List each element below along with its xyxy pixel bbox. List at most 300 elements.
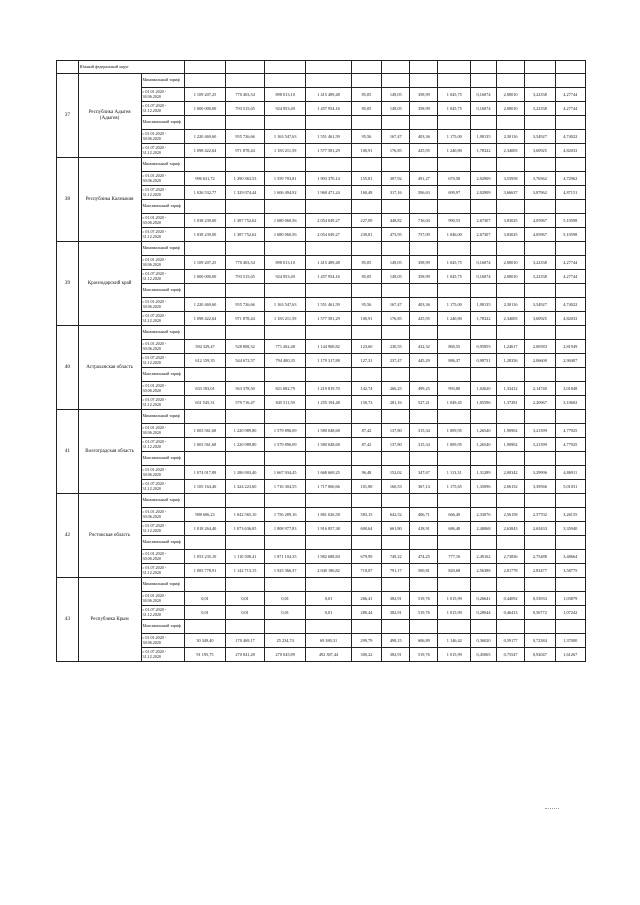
tariff-value-cell: 3,54927 <box>525 130 555 144</box>
empty-cell <box>555 620 585 634</box>
tariff-value-cell: 1 861 026,58 <box>306 508 352 522</box>
tariff-value-cell: 1 220 469,60 <box>184 130 225 144</box>
empty-cell <box>306 74 352 88</box>
tariff-value-cell: 149,05 <box>382 102 410 116</box>
tariff-value-cell: 1 606 494,92 <box>265 186 306 200</box>
tariff-value-cell: 519,76 <box>410 648 438 662</box>
tariff-value-cell: 971 878,44 <box>226 312 265 326</box>
tariff-value-cell: 382,91 <box>382 606 410 620</box>
period-label: с 01.07.2020 - 31.12.2020 <box>141 522 184 536</box>
tariff-value-cell: 0,16074 <box>471 256 497 270</box>
period-label: с 01.01.2020 - 30.06.2020 <box>141 466 184 480</box>
tariff-value-cell: 445,29 <box>410 354 438 368</box>
tariff-value-cell: 1 000 000,00 <box>184 102 225 116</box>
min-tariff-label: Минимальный тариф <box>141 242 184 256</box>
empty-cell <box>525 410 555 424</box>
tariff-value-cell: 123,60 <box>351 340 381 354</box>
tariff-value-cell: 1 324 223,60 <box>226 480 265 494</box>
tariff-value-cell: 315,34 <box>410 438 438 452</box>
region-number: 40 <box>57 326 79 410</box>
tariff-value-cell: 1 163 547,63 <box>265 298 306 312</box>
tariff-value-cell: 69 380,31 <box>306 634 352 648</box>
tariff-value-cell: 30 349,40 <box>184 634 225 648</box>
empty-cell <box>382 326 410 340</box>
empty-cell <box>410 368 438 382</box>
empty-cell <box>306 578 352 592</box>
tariff-value-cell: 2,67307 <box>471 228 497 242</box>
tariff-value-cell: 0,75547 <box>497 648 525 662</box>
tariff-value-cell: 860,55 <box>438 340 471 354</box>
empty-cell <box>184 326 225 340</box>
empty-cell <box>184 410 225 424</box>
tariff-value-cell: 1 045,75 <box>438 88 471 102</box>
tariff-value-cell: 1 925 366,37 <box>265 564 306 578</box>
empty-cell <box>410 410 438 424</box>
empty-cell <box>497 74 525 88</box>
empty-cell <box>410 578 438 592</box>
max-tariff-label: Максимальный тариф <box>141 620 184 634</box>
empty-cell <box>382 578 410 592</box>
empty-cell <box>382 452 410 466</box>
empty-cell <box>351 74 381 88</box>
tariff-value-cell: 1 551 461,59 <box>306 130 352 144</box>
empty-cell <box>184 620 225 634</box>
tariff-table-body <box>57 61 586 662</box>
tariff-value-cell: 583,15 <box>351 508 381 522</box>
tariff-value-cell: 4,77925 <box>555 424 585 438</box>
empty-cell <box>525 242 555 256</box>
empty-cell <box>306 452 352 466</box>
empty-cell <box>438 158 471 172</box>
max-tariff-label: Максимальный тариф <box>141 116 184 130</box>
period-label: с 01.07.2020 - 31.12.2020 <box>141 606 184 620</box>
empty-cell <box>555 74 585 88</box>
empty-cell <box>410 326 438 340</box>
empty-cell <box>525 116 555 130</box>
tariff-value-cell: 160,53 <box>382 480 410 494</box>
period-label: с 01.07.2020 - 31.12.2020 <box>141 480 184 494</box>
period-label: с 01.01.2020 - 30.06.2020 <box>141 550 184 564</box>
tariff-value-cell: 1,78322 <box>471 144 497 158</box>
tariff-value-cell: 757,09 <box>410 228 438 242</box>
tariff-value-cell: 793 515,65 <box>226 102 265 116</box>
tariff-value-cell: 1 175,65 <box>438 480 471 494</box>
empty-cell <box>555 578 585 592</box>
tariff-value-cell: 2 054 049,27 <box>306 214 352 228</box>
tariff-value-cell: 4,87151 <box>555 186 585 200</box>
tariff-value-cell: 347,67 <box>410 466 438 480</box>
empty-cell <box>265 578 306 592</box>
region-number: 38 <box>57 158 79 242</box>
tariff-value-cell: 176,85 <box>382 144 410 158</box>
empty-cell <box>471 158 497 172</box>
tariff-value-cell: 142,74 <box>351 382 381 396</box>
empty-cell <box>497 620 525 634</box>
max-tariff-label: Максимальный тариф <box>141 368 184 382</box>
tariff-value-cell: 1 717 060,66 <box>306 480 352 494</box>
empty-cell <box>471 578 497 592</box>
tariff-value-cell: 95,56 <box>351 298 381 312</box>
tariff-value-cell: 1 960 471,24 <box>306 186 352 200</box>
empty-cell <box>497 536 525 550</box>
empty-cell <box>226 452 265 466</box>
empty-cell <box>351 200 381 214</box>
tariff-value-cell: 0,46413 <box>497 606 525 620</box>
tariff-value-cell: 95,56 <box>351 130 381 144</box>
region-number: 42 <box>57 494 79 578</box>
empty-cell <box>555 284 585 298</box>
tariff-value-cell: 1 286 903,40 <box>226 466 265 480</box>
tariff-value-cell: 2,90407 <box>555 354 585 368</box>
min-tariff-label: Минимальный тариф <box>141 494 184 508</box>
tariff-value-cell: 821 682,79 <box>265 382 306 396</box>
empty-cell <box>471 494 497 508</box>
tariff-value-cell: 299,79 <box>351 634 381 648</box>
empty-cell <box>226 200 265 214</box>
empty-cell <box>226 620 265 634</box>
tariff-value-cell: 1 716 304,55 <box>265 480 306 494</box>
tariff-value-cell: 2,06152 <box>497 480 525 494</box>
empty-cell <box>471 200 497 214</box>
region-number: 39 <box>57 242 79 326</box>
tariff-value-cell: 0,16074 <box>471 88 497 102</box>
tariff-value-cell: 2,56388 <box>471 564 497 578</box>
tariff-value-cell: 679,99 <box>351 550 381 564</box>
tariff-value-cell: 2 040 186,82 <box>306 564 352 578</box>
period-label: с 01.01.2020 - 30.06.2020 <box>141 634 184 648</box>
tariff-value-cell: 0,59177 <box>497 634 525 648</box>
tariff-value-cell: 1 240,80 <box>438 144 471 158</box>
tariff-value-cell: 1 580 048,68 <box>306 438 352 452</box>
period-label: с 01.07.2020 - 31.12.2020 <box>141 648 184 662</box>
tariff-value-cell: 579 716,47 <box>226 396 265 410</box>
min-tariff-label: Минимальный тариф <box>141 410 184 424</box>
empty-cell <box>306 242 352 256</box>
tariff-value-cell: 1 053 235,10 <box>184 550 225 564</box>
tariff-value-cell: 1 144 968,82 <box>306 340 352 354</box>
empty-cell <box>265 326 306 340</box>
tariff-value-cell: 794 400,35 <box>265 354 306 368</box>
region-name: Республика Калмыкия <box>78 158 141 242</box>
tariff-value-cell: 1 183 211,59 <box>265 144 306 158</box>
empty-cell <box>410 452 438 466</box>
tariff-value-cell: 382,91 <box>382 648 410 662</box>
empty-cell <box>410 74 438 88</box>
tariff-value-cell: 0,01 <box>184 592 225 606</box>
tariff-value-cell: 4,27744 <box>555 270 585 284</box>
tariff-value-cell: 3,76562 <box>525 172 555 186</box>
empty-cell <box>525 74 555 88</box>
tariff-value-cell: 651 545,31 <box>184 396 225 410</box>
empty-cell <box>382 368 410 382</box>
tariff-value-cell: 1 457 954,16 <box>306 102 352 116</box>
period-label: с 01.01.2020 - 30.06.2020 <box>141 214 184 228</box>
empty-cell <box>306 326 352 340</box>
tariff-value-cell: 170 469,17 <box>226 634 265 648</box>
tariff-value-cell: 2,40068 <box>471 522 497 536</box>
min-tariff-label: Минимальный тариф <box>141 74 184 88</box>
period-label: с 01.01.2020 - 30.06.2020 <box>141 508 184 522</box>
tariff-value-cell: 1 982 688,84 <box>306 550 352 564</box>
tariff-label-row <box>57 158 586 172</box>
tariff-value-cell: 1,31289 <box>471 466 497 480</box>
empty-cell <box>351 494 381 508</box>
tariff-value-cell: 1,33412 <box>497 382 525 396</box>
empty-cell <box>438 410 471 424</box>
empty-cell <box>410 284 438 298</box>
tariff-value-cell: 4,86911 <box>555 466 585 480</box>
empty-cell <box>184 578 225 592</box>
tariff-value-cell: 307,92 <box>382 172 410 186</box>
tariff-value-cell: 1 015,99 <box>438 592 471 606</box>
empty-cell <box>226 284 265 298</box>
region-name: Республика Адыгея (Адыгея) <box>78 74 141 158</box>
tariff-value-cell: 770 403,54 <box>226 88 265 102</box>
empty-cell <box>351 284 381 298</box>
tariff-value-cell: 924 953,49 <box>265 270 306 284</box>
tariff-value-cell: 1 098 422,64 <box>184 312 225 326</box>
tariff-value-cell: 1 220 469,60 <box>184 298 225 312</box>
empty-cell <box>382 494 410 508</box>
region-name: Краснодарский край <box>78 242 141 326</box>
tariff-value-cell: 3,39566 <box>525 480 555 494</box>
empty-cell <box>555 368 585 382</box>
tariff-value-cell: 425,95 <box>410 312 438 326</box>
tariff-value-cell: 1 018 264,40 <box>184 522 225 536</box>
tariff-value-cell: 4,74022 <box>555 130 585 144</box>
period-label: с 01.01.2020 - 30.06.2020 <box>141 172 184 186</box>
tariff-value-cell: 791,17 <box>382 564 410 578</box>
empty-cell <box>438 326 471 340</box>
tariff-value-cell: 1 003 561,68 <box>184 424 225 438</box>
tariff-value-cell: 594 329,47 <box>184 340 225 354</box>
tariff-value-cell: 0,53933 <box>525 592 555 606</box>
tariff-value-cell: 2,73836 <box>497 550 525 564</box>
tariff-value-cell: 1 240,80 <box>438 312 471 326</box>
tariff-value-cell: 1 109 207,25 <box>184 256 225 270</box>
empty-cell <box>555 200 585 214</box>
empty-cell <box>306 494 352 508</box>
period-label: с 01.07.2020 - 31.12.2020 <box>141 396 184 410</box>
tariff-value-cell: 1 903 370,14 <box>306 172 352 186</box>
empty-cell <box>382 116 410 130</box>
period-label: с 01.01.2020 - 30.06.2020 <box>141 130 184 144</box>
tariff-value-cell: 358,99 <box>410 256 438 270</box>
tariff-value-cell: 528 808,32 <box>226 340 265 354</box>
min-tariff-label: Минимальный тариф <box>141 578 184 592</box>
tariff-value-cell: 1 015,99 <box>438 606 471 620</box>
tariff-value-cell: 87,42 <box>351 424 381 438</box>
empty-cell <box>410 242 438 256</box>
tariff-value-cell: 1 163 547,63 <box>265 130 306 144</box>
tariff-value-cell: 3,60925 <box>525 144 555 158</box>
tariff-value-cell: 519,76 <box>410 606 438 620</box>
tariff-value-cell: 473,95 <box>382 228 410 242</box>
tariff-value-cell: 4,05967 <box>525 228 555 242</box>
tariff-value-cell: 1 026 532,77 <box>184 186 225 200</box>
tariff-value-cell: 0,01 <box>306 606 352 620</box>
tariff-value-cell: 155,81 <box>351 172 381 186</box>
empty-cell <box>306 200 352 214</box>
tariff-value-cell: 0,28044 <box>471 606 497 620</box>
tariff-value-cell: 167,47 <box>382 298 410 312</box>
empty-cell <box>497 410 525 424</box>
tariff-value-cell: 403,36 <box>410 130 438 144</box>
tariff-value-cell: 2,20967 <box>525 396 555 410</box>
empty-cell <box>226 578 265 592</box>
tariff-value-cell: 2,08010 <box>497 256 525 270</box>
tariff-value-cell: 1 049,45 <box>438 396 471 410</box>
tariff-value-cell: 3,55958 <box>497 172 525 186</box>
tariff-value-cell: 227,09 <box>351 214 381 228</box>
tariff-value-cell: 718,07 <box>351 564 381 578</box>
period-label: с 01.07.2020 - 31.12.2020 <box>141 564 184 578</box>
empty-cell <box>265 410 306 424</box>
tariff-value-cell: 2,30116 <box>497 130 525 144</box>
tariff-value-cell: 2,56158 <box>497 508 525 522</box>
tariff-value-cell: 606,89 <box>410 634 438 648</box>
empty-cell <box>555 494 585 508</box>
tariff-value-cell: 4,27744 <box>555 88 585 102</box>
empty-cell <box>471 284 497 298</box>
tariff-value-cell: 1 046,00 <box>438 228 471 242</box>
empty-cell <box>382 410 410 424</box>
tariff-value-cell: 491,27 <box>410 172 438 186</box>
empty-cell <box>471 452 497 466</box>
empty-cell <box>525 200 555 214</box>
tariff-value-cell: 1 113,31 <box>438 466 471 480</box>
empty-cell <box>438 494 471 508</box>
tariff-value-cell: 600,64 <box>351 522 381 536</box>
tariff-value-cell: 3,83025 <box>497 214 525 228</box>
tariff-value-cell: 2,81778 <box>497 564 525 578</box>
empty-cell <box>351 368 381 382</box>
tariff-value-cell: 898 013,10 <box>265 256 306 270</box>
empty-cell <box>184 536 225 550</box>
tariff-value-cell: 1 255 194,48 <box>306 396 352 410</box>
tariff-value-cell: 85,05 <box>351 88 381 102</box>
tariff-value-cell: 317,16 <box>382 186 410 200</box>
tariff-value-cell: 2,08010 <box>497 88 525 102</box>
empty-cell <box>410 620 438 634</box>
tariff-value-cell: 971 878,44 <box>226 144 265 158</box>
tariff-value-cell: 4,27744 <box>555 102 585 116</box>
tariff-value-cell: 127,31 <box>351 354 381 368</box>
tariff-value-cell: 367,14 <box>410 480 438 494</box>
tariff-value-cell: 642,52 <box>382 508 410 522</box>
tariff-value-cell: 0,01 <box>306 592 352 606</box>
empty-cell <box>184 242 225 256</box>
tariff-value-cell: 1,37281 <box>497 396 525 410</box>
max-tariff-label: Максимальный тариф <box>141 536 184 550</box>
empty-cell <box>265 368 306 382</box>
tariff-value-cell: 0,95855 <box>471 340 497 354</box>
tariff-value-cell: 2,81949 <box>555 340 585 354</box>
tariff-value-cell: 666,49 <box>438 508 471 522</box>
tariff-value-cell: 425,95 <box>410 144 438 158</box>
tariff-value-cell: 1 098 422,64 <box>184 144 225 158</box>
empty-cell <box>226 368 265 382</box>
tariff-value-cell: 0,16074 <box>471 102 497 116</box>
tariff-value-cell: 4,77925 <box>555 438 585 452</box>
tariff-value-cell: 3,48664 <box>555 550 585 564</box>
empty-cell <box>525 284 555 298</box>
tariff-value-cell: 3,29996 <box>525 466 555 480</box>
tariff-value-cell: 3,54927 <box>525 298 555 312</box>
tariff-value-cell: 239,81 <box>351 228 381 242</box>
empty-cell <box>226 494 265 508</box>
tariff-value-cell: 0,01 <box>226 606 265 620</box>
tariff-value-cell: 716,04 <box>410 214 438 228</box>
empty-cell <box>555 242 585 256</box>
empty-cell <box>306 368 352 382</box>
tariff-value-cell: 448,82 <box>382 214 410 228</box>
empty-cell <box>265 536 306 550</box>
tariff-value-cell: 670,58 <box>438 172 471 186</box>
tariff-value-cell: 1,02620 <box>471 382 497 396</box>
tariff-value-cell: 2,57702 <box>525 508 555 522</box>
tariff-value-cell: 1 551 461,59 <box>306 298 352 312</box>
tariff-value-cell: 2 054 049,27 <box>306 228 352 242</box>
region-name: Астраханская область <box>78 326 141 410</box>
tariff-value-cell: 137,80 <box>382 424 410 438</box>
tariff-value-cell: 432,32 <box>410 340 438 354</box>
empty-cell <box>351 578 381 592</box>
tariff-value-cell: 149,05 <box>382 88 410 102</box>
tariff-table <box>56 60 586 662</box>
tariff-value-cell: 771 262,48 <box>265 340 306 354</box>
tariff-value-cell: 661,80 <box>382 522 410 536</box>
tariff-value-cell: 1 680 060,56 <box>265 228 306 242</box>
tariff-value-cell: 1,35096 <box>471 480 497 494</box>
tariff-value-cell: 3,22338 <box>525 270 555 284</box>
empty-cell <box>438 578 471 592</box>
tariff-value-cell: 3,01848 <box>555 382 585 396</box>
tariff-value-cell: 101,88 <box>351 480 381 494</box>
tariff-value-cell: 280,44 <box>351 606 381 620</box>
tariff-value-cell: 1 808 977,83 <box>265 522 306 536</box>
tariff-value-cell: 2,34005 <box>497 312 525 326</box>
empty-cell <box>184 284 225 298</box>
empty-cell <box>184 494 225 508</box>
tariff-value-cell: 149,05 <box>382 256 410 270</box>
tariff-value-cell: 1 219 819,70 <box>306 382 352 396</box>
tariff-value-cell: 0,26641 <box>471 592 497 606</box>
tariff-value-cell: 0,01 <box>265 606 306 620</box>
max-tariff-label: Максимальный тариф <box>141 284 184 298</box>
tariff-value-cell: 149,05 <box>382 270 410 284</box>
tariff-value-cell: 544 672,57 <box>226 354 265 368</box>
tariff-value-cell: 0,72384 <box>525 634 555 648</box>
tariff-value-cell: 2,00342 <box>497 466 525 480</box>
empty-cell <box>438 200 471 214</box>
empty-cell <box>438 368 471 382</box>
tariff-value-cell: 100,91 <box>351 144 381 158</box>
tariff-value-cell: 506,63 <box>410 186 438 200</box>
period-label: с 01.07.2020 - 31.12.2020 <box>141 144 184 158</box>
empty-cell <box>555 410 585 424</box>
period-label: с 01.07.2020 - 31.12.2020 <box>141 102 184 116</box>
empty-cell <box>351 452 381 466</box>
period-label: с 01.07.2020 - 31.12.2020 <box>141 270 184 284</box>
empty-cell <box>555 326 585 340</box>
empty-cell <box>306 620 352 634</box>
tariff-value-cell: 1 387 752,62 <box>226 228 265 242</box>
tariff-value-cell: 1 579 896,09 <box>265 424 306 438</box>
period-label: с 01.01.2020 - 30.06.2020 <box>141 340 184 354</box>
empty-cell <box>226 410 265 424</box>
header-empty-cell <box>57 61 79 74</box>
